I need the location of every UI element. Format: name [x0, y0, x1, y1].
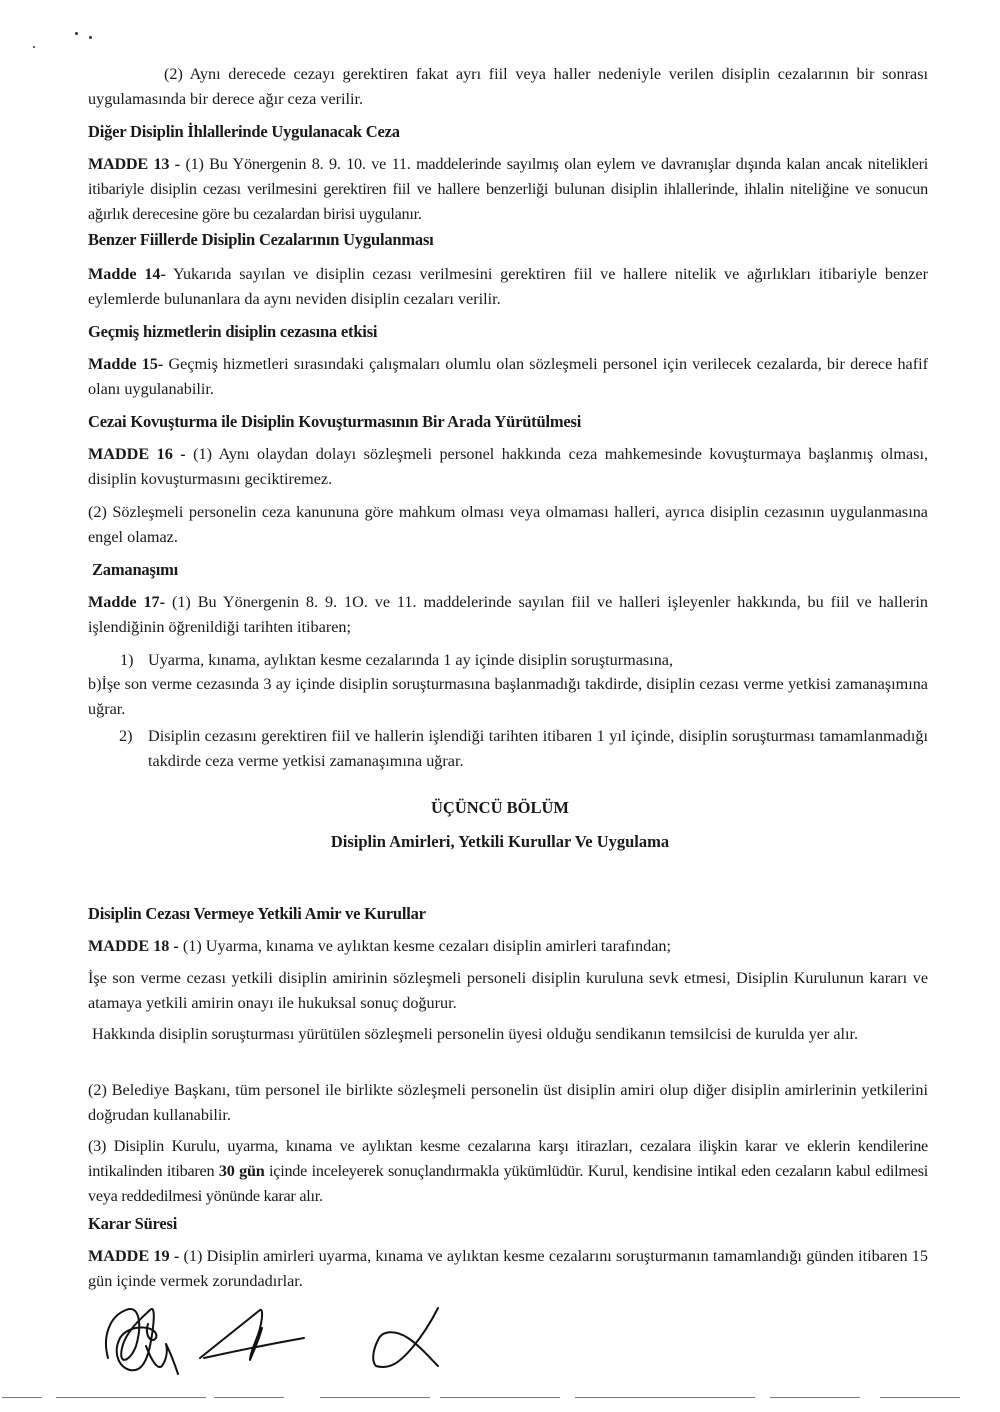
article-text: Yukarıda sayılan ve disiplin cezası verilmesini gerektiren fiil ve hallere nitelik ve ağırlıkları itibariyle benzer eylemlerde bulunanlara da aynı neviden disiplin cezaları verilir.	[88, 265, 928, 308]
article-label: MADDE 16 -	[88, 445, 186, 463]
article-18-paragraph-3: Hakkında disiplin soruşturması yürütülen sözleşmeli personelin üyesi olduğu sendikanın temsilcisi de kurulda yer alır.	[92, 1025, 859, 1043]
scan-edge-line	[770, 1397, 860, 1398]
article-label: MADDE 19 -	[88, 1247, 180, 1265]
signatures	[100, 1296, 460, 1386]
article-label: Madde 17-	[88, 593, 166, 611]
list-item-text: Uyarma, kınama, aylıktan kesme cezalarında 1 ay içinde disiplin soruşturmasına,	[148, 651, 674, 669]
signature-3	[373, 1308, 438, 1367]
article-18-paragraph-2: İşe son verme cezası yetkili disiplin amirinin sözleşmeli personeli disiplin kuruluna sevk etmesi, Disiplin Kurulunun kararı ve atamaya yetkili amirin onayı ile hukuksal sonuç doğurur.	[88, 969, 928, 1012]
heading-art13: Diğer Disiplin İhlallerinde Uygulanacak Ceza	[88, 122, 400, 141]
article-text: (1) Disiplin amirleri uyarma, kınama ve aylıktan kesme cezalarını soruşturmanın tamamlandığı günden itibaren 15 gün içinde vermek zorundadırlar.	[88, 1247, 928, 1290]
article-label: MADDE 18 -	[88, 937, 179, 955]
article-text: (1) Bu Yönergenin 8. 9. 1O. ve 11. maddelerinde sayılan fiil ve halleri işleyenler hakkında, bu fiil ve hallerin işlendiğinin öğrenildiği tarihten itibaren;	[88, 593, 929, 636]
article-14	[88, 262, 928, 312]
article-text: (1) Aynı olaydan dolayı sözleşmeli personel hakkında ceza mahkemesinde kovuşturmaya başlanmış olması, disiplin kovuşturmasını geciktiremez.	[88, 445, 928, 488]
article-18-clause-2: (2) Belediye Başkanı, tüm personel ile birlikte sözleşmeli personelin üst disiplin amiri olup diğer disiplin amirlerinin yetkilerini doğrudan kullanabilir.	[88, 1081, 928, 1124]
scan-edge-line	[575, 1397, 755, 1398]
list-item-b: b)İşe son verme cezasında 3 ay içinde disiplin soruşturmasına başlanmadığı takdirde, disiplin cezası verme yetkisi zamanaşımına uğrar.	[88, 675, 928, 718]
list-item-number: 1)	[120, 651, 134, 669]
scan-speck	[75, 32, 78, 35]
article-13	[88, 152, 928, 227]
scan-edge-line	[880, 1397, 960, 1398]
scan-edge-line	[2, 1397, 42, 1398]
scan-edge-line	[320, 1397, 430, 1398]
article-16	[88, 442, 928, 492]
scan-speck	[89, 36, 92, 39]
article-18	[88, 934, 928, 959]
article-text: Geçmiş hizmetleri sırasındaki çalışmaları olumlu olan sözleşmeli personel için verilecek cezalarda, bir derece hafif olanı uygulanabilir.	[88, 355, 928, 398]
heading-art14: Benzer Fiillerde Disiplin Cezalarının Uygulanması	[88, 230, 434, 249]
article-19	[88, 1244, 928, 1294]
scan-edge-line	[440, 1397, 560, 1398]
section-title: ÜÇÜNCÜ BÖLÜM	[431, 798, 569, 817]
heading-art18: Disiplin Cezası Vermeye Yetkili Amir ve Kurullar	[88, 904, 426, 923]
list-item-number: 2)	[119, 727, 133, 745]
paragraph-art12-2: (2) Aynı derecede cezayı gerektiren fakat ayrı fiil veya haller nedeniyle verilen disiplin cezalarının bir sonrası uygulamasında bir derece ağır ceza verilir.	[88, 65, 928, 108]
article-text: (1) Bu Yönergenin 8. 9. 10. ve 11. maddelerinde sayılmış olan eylem ve davranışlar dışında kalan ancak nitelikleri itibariyle disiplin cezası verilmesini gerektiren fiil ve hallere benzerliği bulunan disiplin ihlallerinde, ihlalin niteliğine ve sonucun ağırlık derecesine göre bu cezalardan birisi uygulanır.	[88, 155, 928, 223]
section-subtitle: Disiplin Amirleri, Yetkili Kurullar Ve Uygulama	[330, 832, 670, 851]
heading-art15: Geçmiş hizmetlerin disiplin cezasına etkisi	[88, 322, 378, 341]
clause-text: (3) Disiplin Kurulu, uyarma, kınama ve aylıktan kesme cezalarına karşı itirazları, cezalara ilişkin karar ve eklerin kendilerine intikalinden itibaren	[88, 1137, 928, 1180]
article-15	[88, 352, 928, 402]
signature-1	[106, 1309, 178, 1374]
article-label: Madde 15-	[88, 355, 164, 373]
scan-speck	[33, 46, 35, 48]
heading-art16: Cezai Kovuşturma ile Disiplin Kovuşturmasının Bir Arada Yürütülmesi	[88, 412, 582, 431]
list-item-text: Disiplin cezasını gerektiren fiil ve hallerin işlendiği tarihten itibaren 1 yıl içinde, disiplin soruşturması tamamlanmadığı takdirde ceza verme yetkisi zamanaşımına uğrar.	[148, 727, 928, 770]
article-18-clause-3	[88, 1134, 928, 1209]
article-text: (1) Uyarma, kınama ve aylıktan kesme cezaları disiplin amirleri tarafından;	[178, 937, 671, 955]
clause-text: içinde inceleyerek sonuçlandırmakla yükümlüdür. Kurul, kendisine intikal eden cezaların kabul edilmesi veya reddedilmesi yönünde karar alır.	[88, 1162, 928, 1205]
heading-art17: Zamanaşımı	[92, 560, 179, 579]
deadline-emphasis: 30 gün	[218, 1162, 265, 1180]
signature-2	[200, 1310, 304, 1360]
heading-art19: Karar Süresi	[88, 1214, 178, 1233]
article-label: Madde 14-	[88, 265, 166, 283]
article-16-paragraph-2: (2) Sözleşmeli personelin ceza kanununa göre mahkum olması veya olmaması halleri, ayrıca disiplin cezasının uygulanmasına engel olamaz.	[88, 503, 928, 546]
article-label: MADDE 13 -	[88, 155, 180, 173]
scan-edge-line	[214, 1397, 284, 1398]
scan-edge-line	[56, 1397, 206, 1398]
article-17	[88, 590, 928, 640]
